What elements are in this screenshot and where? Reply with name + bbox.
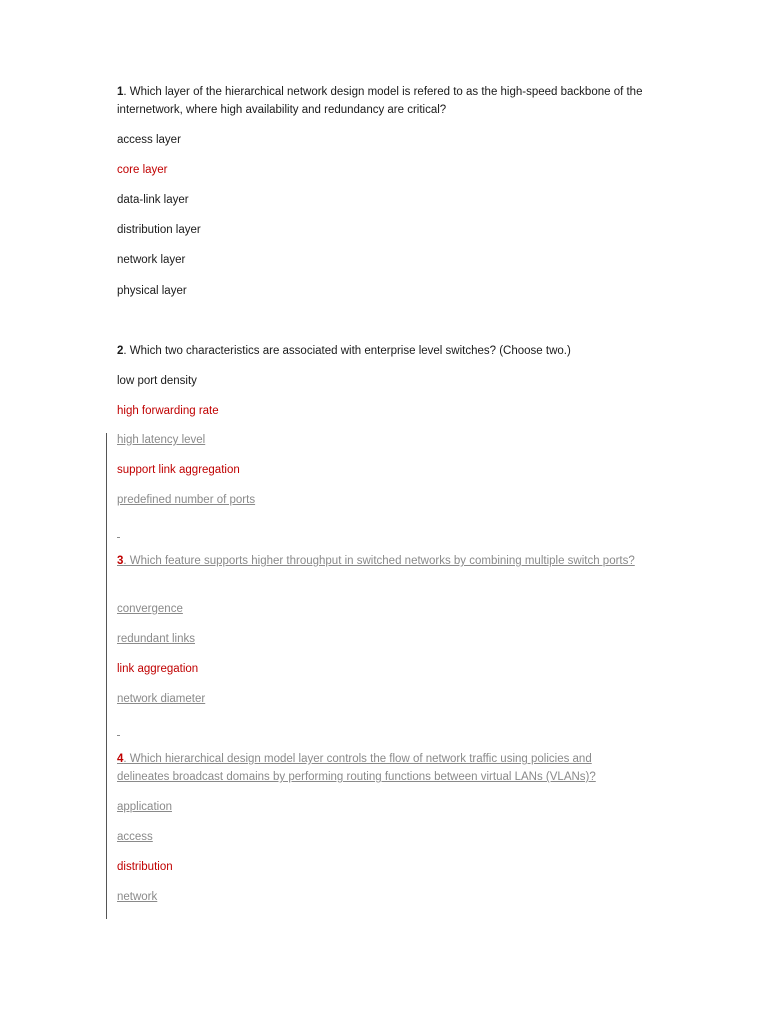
question-1-number: 1 <box>117 86 124 98</box>
q2-option-high-forwarding-correct: high forwarding rate <box>117 405 219 417</box>
q1-option-distribution: distribution layer <box>117 224 201 236</box>
question-2-text: . Which two characteristics are associated with enterprise level switches? (Choose two.) <box>123 345 571 357</box>
q3-option-convergence: convergence <box>117 603 183 615</box>
q1-option-network: network layer <box>117 254 186 266</box>
question-2 <box>117 342 647 360</box>
question-3-text: . Which feature supports higher throughput in switched networks by combining multiple switch ports? <box>123 555 635 567</box>
question-1 <box>117 83 647 119</box>
q1-option-data-link: data-link layer <box>117 194 189 206</box>
q2-option-high-latency: high latency level <box>117 434 206 446</box>
q2-option-link-aggregation-correct: support link aggregation <box>117 464 240 476</box>
question-4-text: . Which hierarchical design model layer controls the flow of network traffic using policies and delineates broadcast domains by performing routing functions between virtual LANs (VLANs)? <box>117 753 596 783</box>
tracked-change-mark <box>117 537 120 538</box>
q2-option-low-port-density: low port density <box>117 375 197 387</box>
question-4-number: 4 <box>117 753 124 765</box>
question-3-number: 3 <box>117 555 124 567</box>
q1-option-access: access layer <box>117 134 181 146</box>
question-1-text: . Which layer of the hierarchical network design model is refered to as the high-speed backbone of the internetwork, where high availability and redundancy are critical? <box>117 86 643 116</box>
tracked-change-mark <box>117 735 120 736</box>
q4-option-application: application <box>117 801 172 813</box>
q4-option-network: network <box>117 891 158 903</box>
q4-option-access: access <box>117 831 153 843</box>
q1-option-physical: physical layer <box>117 285 187 297</box>
q3-option-network-diameter: network diameter <box>117 693 206 705</box>
q1-option-core-correct: core layer <box>117 164 168 176</box>
question-2-number: 2 <box>117 345 124 357</box>
revision-change-bar <box>106 433 107 919</box>
question-3 <box>117 552 647 570</box>
q3-option-redundant-links: redundant links <box>117 633 195 645</box>
question-4 <box>117 750 647 786</box>
q2-option-predefined-ports: predefined number of ports <box>117 494 256 506</box>
q4-option-distribution-correct: distribution <box>117 861 173 873</box>
q3-option-link-aggregation-correct: link aggregation <box>117 663 199 675</box>
